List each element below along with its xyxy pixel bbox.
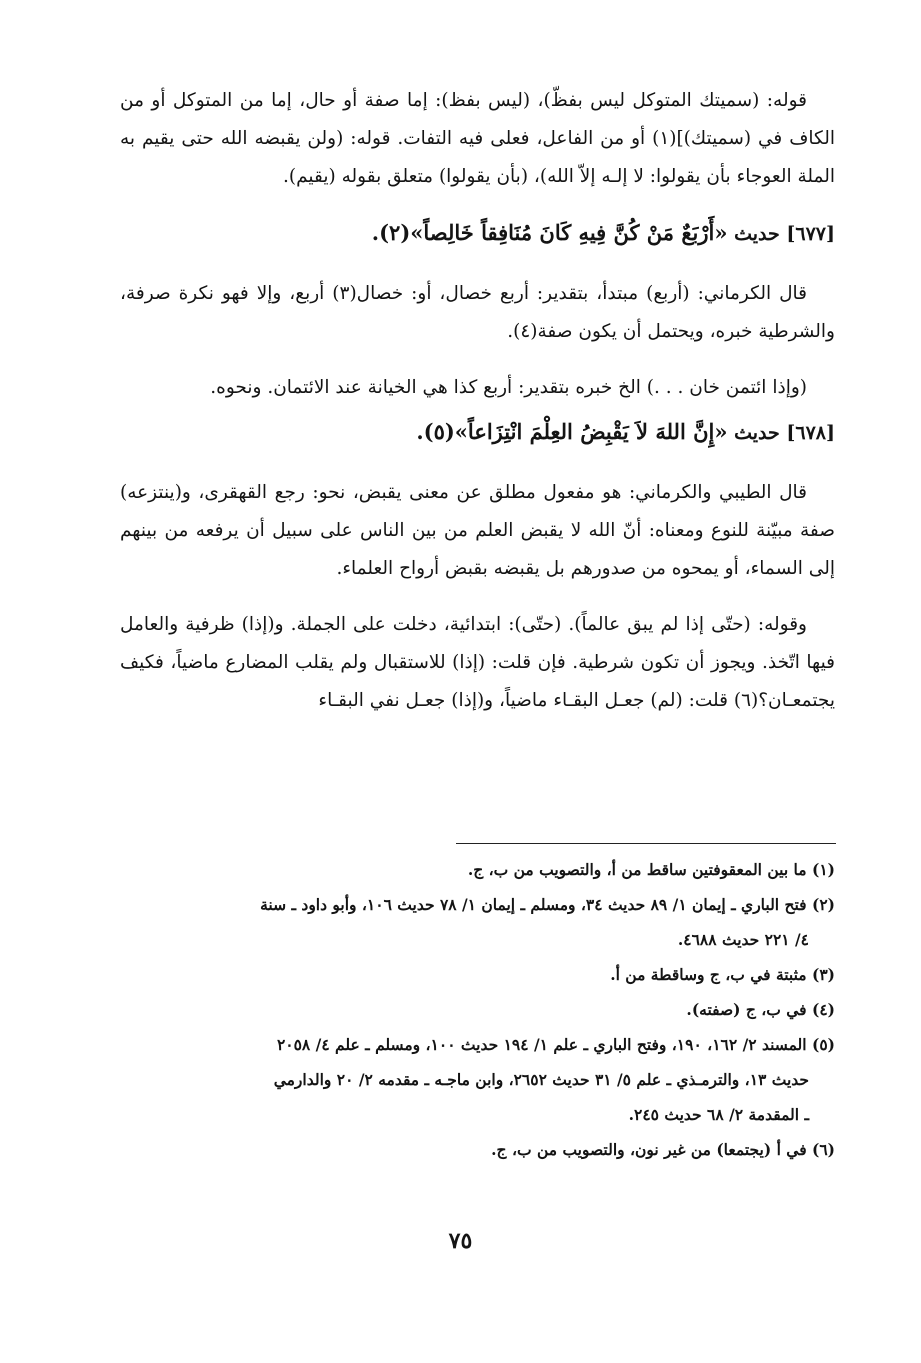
footnotes (120, 852, 835, 1167)
paragraph-commentary-2: قال الكرماني: (أربع) مبتدأ، بتقدير: أربع خصال، أو: خصال(٣) أربع، وإلا فهو نكرة صرفة، والشرطية خبره، ويحتمل أن يكون صفة(٤). (120, 283, 835, 342)
paragraph-commentary-5: وقوله: (حتّى إذا لم يبق عالماً). (حتّى): ابتدائية، دخلت على الجملة. و(إذا) ظرفية والعامل فيها اتّخذ. ويجوز أن تكون شرطية. فإن قلت: (إذا) للاستقبال ولم يقلب المضارع ماضياً، فكيف يجتمعـان؟(٦) قلت: (لم) جعـل البقـاء ماضياً، و(إذا) جعـل نفي البقـاء (120, 614, 835, 711)
footnote-5: (٥) المسند ٢/ ١٦٢، ١٩٠، وفتح الباري ـ علم ١/ ١٩٤ حديث ١٠٠، ومسلم ـ علم ٤/ ٢٠٥٨ (276, 1035, 835, 1054)
footnote-2: (٢) فتح الباري ـ إيمان ١/ ٨٩ حديث ٣٤، ومسلم ـ إيمان ١/ ٧٨ حديث ١٠٦، وأبو داود ـ سنة (260, 895, 835, 914)
footnote-1: (١) ما بين المعقوفتين ساقط من أ، والتصويب من ب، ج. (467, 860, 835, 879)
paragraph-commentary-3: (وإذا ائتمن خان . . .) الخ خبره بتقدير: أربع كذا هي الخيانة عند الائتمان. ونحوه. (210, 377, 807, 398)
footnote-5-continued: حديث ١٣، والترمـذي ـ علم ٥/ ٣١ حديث ٢٦٥٢، وابن ماجـه ـ مقدمه ٢/ ٢٠ والدارمي (273, 1070, 809, 1089)
hadith-number-677: [٦٧٧] حديث (734, 223, 835, 245)
main-text (120, 82, 835, 738)
paragraph-commentary-1: قوله: (سميتك المتوكل ليس بفظّ)، (ليس بفظ): إما صفة أو حال، إما من المتوكل أو من الكاف في (سميتك)](١) أو من الفاعل، فعلى فيه التفات. قوله: (ولن يقبضه الله حتى يقيم به الملة العوجاء بأن يقولوا: لا إلـه إلاّ الله)، (بأن يقولوا) متعلق بقوله (يقيم). (120, 90, 836, 187)
hadith-text-678: «إِنَّ اللهَ لاَ يَقْبِضُ العِلْمَ انْتِزَاعاً»(٥). (416, 419, 728, 444)
footnote-6: (٦) في أ (يجتمعا) من غير نون، والتصويب من ب، ج. (491, 1140, 835, 1159)
footnote-3: (٣) مثبتة في ب، ج وساقطة من أ. (610, 965, 835, 984)
footnote-5-continued-2: ـ المقدمة ٢/ ٦٨ حديث ٢٤٥. (628, 1105, 809, 1124)
footnote-divider (456, 843, 836, 844)
hadith-number-678: [٦٧٨] حديث (734, 422, 835, 444)
hadith-heading-677 (120, 214, 835, 253)
hadith-heading-678 (120, 413, 835, 452)
footnote-4: (٤) في ب، ج (صفته). (686, 1000, 835, 1019)
page-number: ٧٥ (448, 1228, 473, 1254)
paragraph-commentary-4: قال الطيبي والكرماني: هو مفعول مطلق عن معنى يقبض، نحو: رجع القهقرى، و(ينتزعه) صفة مبيّنة للنوع ومعناه: أنّ الله لا يقبض العلم من بين الناس على سبيل أن يرفعه من بينهم إلى السماء، أو يمحوه من صدورهم بل يقبضه بقبض أرواح العلماء. (120, 482, 835, 579)
footnote-2-continued: ٤/ ٢٢١ حديث ٤٦٨٨. (677, 930, 809, 949)
hadith-text-677: «أَرْبَعٌ مَنْ كُنَّ فِيهِ كَانَ مُنَافِقاً خَالِصاً»(٢). (371, 220, 728, 245)
